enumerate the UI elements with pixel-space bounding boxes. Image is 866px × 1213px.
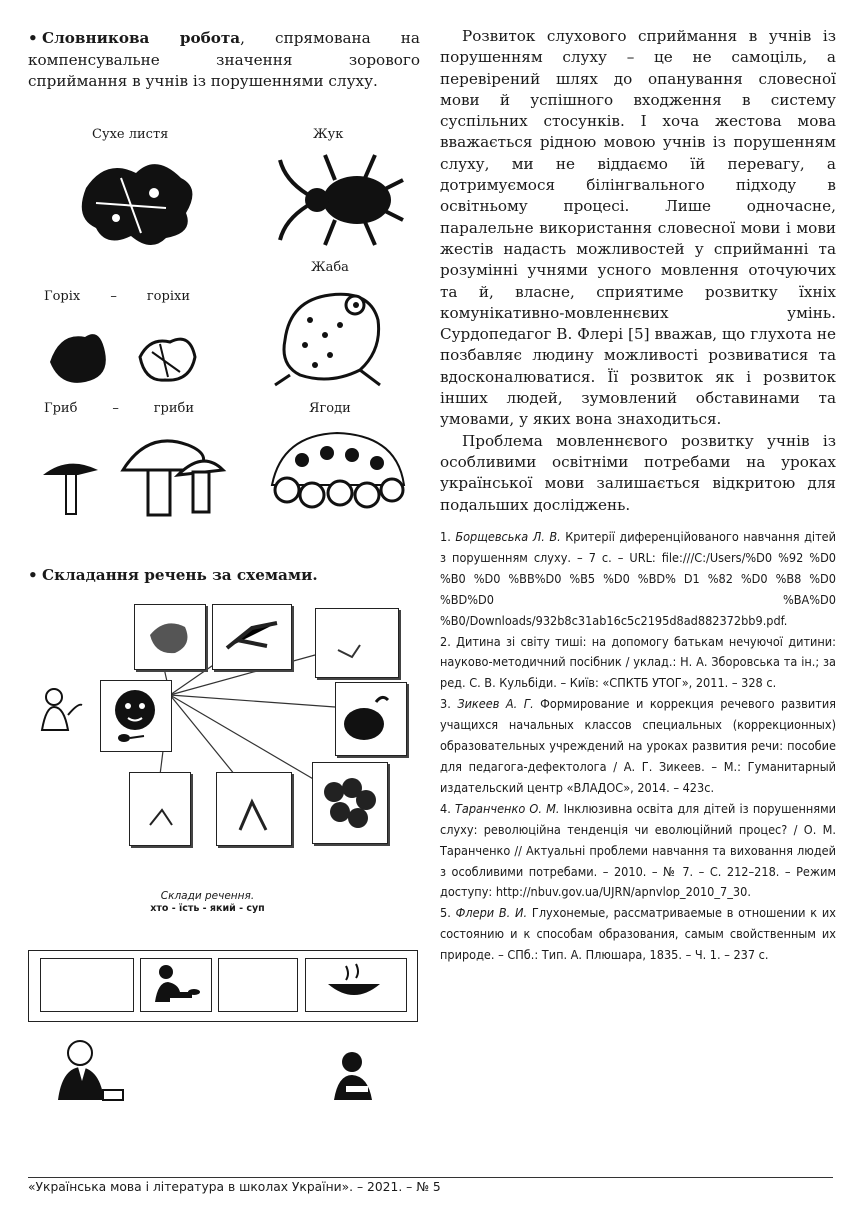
footer-citation: «Українська мова і література в школах України». – 2021. – № 5 xyxy=(28,1180,441,1194)
frog-icon xyxy=(340,692,390,747)
paragraph-2: Проблема мовленнєвого розвитку учнів із особливими освітніми потребами на уроках української мови залишається відкритою для подальших досліджень. xyxy=(440,431,836,514)
person-eating-icon xyxy=(330,1050,380,1102)
bullet-icon: • xyxy=(28,29,38,47)
caption-dash: – xyxy=(112,401,119,416)
reference-author: Таранченко О. М. xyxy=(454,800,560,816)
man-eating-image xyxy=(48,1035,128,1105)
caption-mushrooms-plural: гриби xyxy=(153,401,194,416)
reference-item: 1. Борщевська Л. В. Критерії диференційованого навчання дітей з порушенням слуху. – 7 с. – URL: file:///C:/Users/%D0 %92 %D0 %B0 %D0 %BB%D0 %B5 %D0 %BD% D1 %82 %D0 %B8 %D0 %BD%D0 %BA%D0 %B0/Downloads/932b8c31ab16c5c2195d8ad882372bb9.pdf. xyxy=(440,529,837,628)
reference-item: 5. Флери В. И. Глухонемые, рассматриваемые в отношении к их состоянию и к способам образования, самым свойственным их природе. – СПб.: Тип. А. Плюшара, 1835. – Ч. 1. – 237 с. xyxy=(440,905,836,963)
caption-mushroom: Гриб xyxy=(44,401,78,416)
frog-image xyxy=(270,280,390,390)
caption-beetle: Жук xyxy=(313,127,344,142)
mushroom-icon xyxy=(230,790,275,835)
mushrooms-image xyxy=(38,430,233,530)
item2-bold: Складання речень за схемами. xyxy=(42,566,318,584)
reference-text: Формирование и коррекция речевого развития учащихся начальных классов специальных (коррекционных) образовательных учреждений на уроках развития речи: пособие для педагога-дефектолога / А. Г. Зикеев. – М.: Гуманитарный издательский центр «ВЛАДОС», 2014. – 423с. xyxy=(440,696,836,795)
soup-bowl-icon xyxy=(318,962,390,1007)
sentence-box-which xyxy=(218,958,298,1012)
reference-text: Інклюзивна освіта для дітей із порушеннями слуху: революційна тенденція чи еволюційний процес? / О. М. Таранченко // Актуальні проблеми навчання та виховання людей з особливими потребами. – 2010. – № 7. – С. 212–218. – Режим доступу: http://nbuv.gov.ua/UJRN/apnvlop_2010_7_30. xyxy=(440,800,836,900)
berries-icon xyxy=(318,770,380,834)
beetle-image xyxy=(265,150,405,250)
scheme-formula: хто - їсть - який - суп xyxy=(150,903,265,914)
paragraph-1: Розвиток слухового сприймання в учнів із порушенням слуху – це не самоціль, а перевірений шлях до опанування словесної мови й успішного входження в систему суспільних стосунків. І хоча жестова мова вважається рідною мовою учнів із порушенням слуху, ми не віддаємо їй перевагу, а дотримуємося білінгвального підходу в освітньому процесі. Лише одночасне, паралельне використання словесної мови і мови жестів надасть можливостей у сприйманні та розумінні учнями усного мовлення оточуючих та й, власне, сприятиме розвитку їхніх комунікативно-мовленнєвих умінь. Сурдопедагог В. Флері [5] вважав, що глухота не позбавляє людину можливості розвиватися та вдосконалюватися. Її розвиток як і розвиток інших людей, зумовлений обставинами та умовами, у яких вона знаходиться. xyxy=(440,27,836,429)
eating-person-icon xyxy=(150,962,205,1007)
reference-item: 4. Таранченко О. М. Інклюзивна освіта для дітей із порушеннями слуху: революційна тенденція чи еволюційний процес? / О. М. Таранченко // Актуальні проблеми навчання та виховання людей з особливими потребами. – 2010. – № 7. – С. 212–218. – Режим доступу: http://nbuv.gov.ua/UJRN/apnvlop_2010_7_30. xyxy=(440,800,836,900)
sign-teacher-icon xyxy=(38,685,88,735)
caption-nuts-plural: горіхи xyxy=(146,289,190,304)
sprout-icon xyxy=(140,795,180,835)
caption-mushrooms xyxy=(44,401,194,416)
reference-item: 2. Дитина зі світу тиші: на допомогу батькам нечуючої дитини: науково-методичний посібник / уклад.: Н. А. Зборовська та ін.; за ред. С. В. Кульбіди. – Київ: «СПКТБ УТОГ», 2011. – 328 с. xyxy=(440,633,836,691)
reference-author: Борщевська Л. В. xyxy=(455,529,561,544)
bullet-icon: • xyxy=(28,566,38,584)
left-intro xyxy=(28,28,420,93)
leaves-icon xyxy=(145,615,195,657)
beetle-icon xyxy=(222,618,280,656)
sentence-box-who xyxy=(40,958,134,1012)
reference-author: Флери В. И. xyxy=(455,905,528,921)
reference-text: Критерії диференційованого навчання дітей з порушенням слуху. – 7 с. – URL: file:///C:/Users/%D0 %92 %D0 %B0 %D0 %BB%D0 %B5 %D0 %BD% D1 %82 %D0 %B8 %D0 %BD%D0 %BA%D0 %B0/Downloads/932b8c31ab16c5c2195d8ad882372bb9.pdf. xyxy=(440,529,837,628)
caption-berries: Ягоди xyxy=(309,401,351,416)
scheme-title: Склади речення. xyxy=(160,890,255,902)
caption-dash: – xyxy=(110,289,117,304)
caption-nuts xyxy=(44,289,190,304)
right-column-text xyxy=(440,26,836,516)
nuts-image xyxy=(40,322,205,390)
reference-author: Зикеев А. Г. xyxy=(457,696,534,712)
reference-text: Глухонемые, рассматриваемые в отношении к их состоянию и к способам образования, самым свойственным их природе. – СПб.: Тип. А. Плюшара, 1835. – Ч. 1. – 237 с. xyxy=(440,905,836,963)
caption-leaves: Сухе листя xyxy=(92,127,169,142)
references-list xyxy=(440,527,836,966)
item1-text: , спрямована на компенсувальне значення зорового сприймання в учнів із порушеннями слуху. xyxy=(28,29,420,91)
face-eating-icon xyxy=(100,680,170,750)
berries-image xyxy=(262,425,412,510)
caption-frog: Жаба xyxy=(311,260,349,275)
item1-bold: Словникова робота xyxy=(42,29,241,47)
caption-nut: Горіх xyxy=(44,289,81,304)
dry-leaves-image xyxy=(66,148,206,258)
left-item2 xyxy=(28,565,420,587)
footer-rule xyxy=(28,1177,833,1178)
nut-icon xyxy=(330,625,370,665)
reference-text: Дитина зі світу тиші: на допомогу батькам нечуючої дитини: науково-методичний посібник / уклад.: Н. А. Зборовська та ін.; за ред. С. В. Кульбіди. – Київ: «СПКТБ УТОГ», 2011. – 328 с. xyxy=(440,633,836,691)
reference-item: 3. Зикеев А. Г. Формирование и коррекция речевого развития учащихся начальных классов специальных (коррекционных) образовательных учреждений на уроках развития речи: пособие для педагога-дефектолога / А. Г. Зикеев. – М.: Гуманитарный издательский центр «ВЛАДОС», 2014. – 423с. xyxy=(440,696,836,795)
